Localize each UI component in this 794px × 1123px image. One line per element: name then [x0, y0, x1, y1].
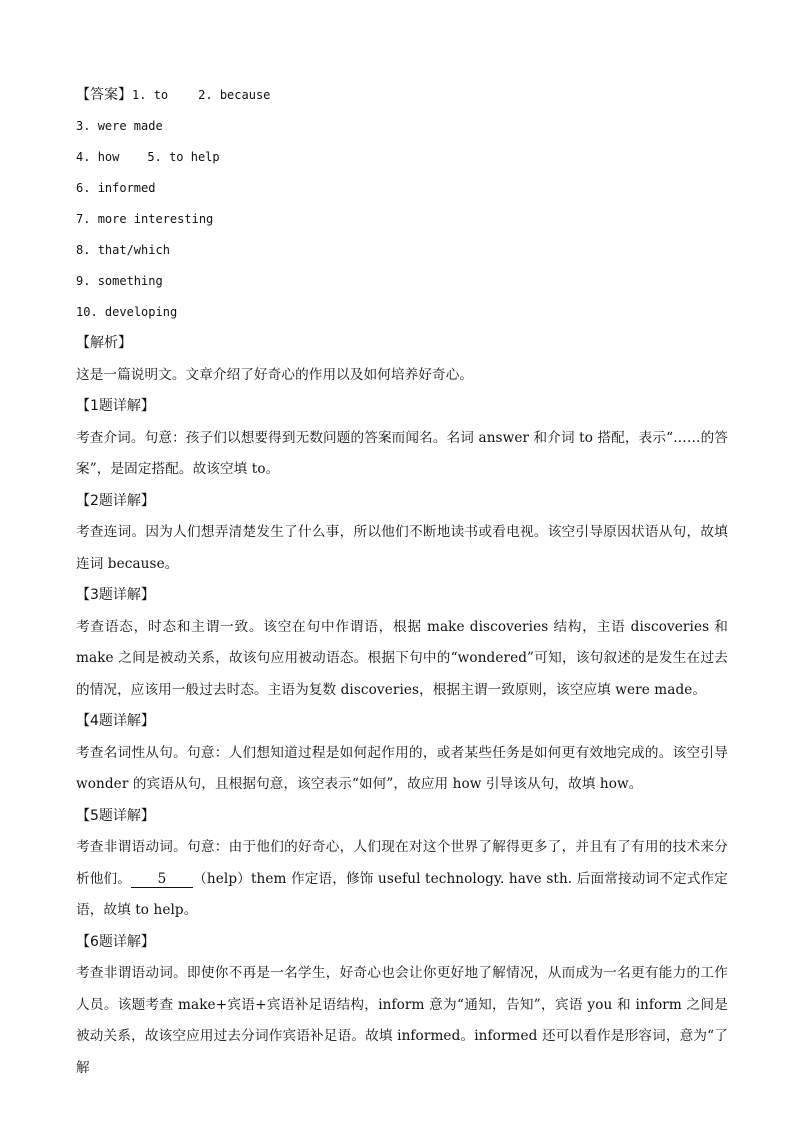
document-page [76, 80, 728, 1084]
answer-line-3 [76, 111, 728, 142]
answer-value: developing [104, 305, 178, 319]
answer-value: more interesting [97, 212, 214, 226]
analysis-heading: 【解析】 [76, 335, 132, 351]
detail-heading-4: 【4题详解】 [76, 713, 155, 729]
answer-num: 5. [147, 150, 162, 164]
detail-text-3: 考查语态，时态和主谓一致。该空在句中作谓语，根据 make discoveries 结构，主语 discoveries 和 make 之间是被动关系，故该句应用被动语态。根据下句中的“wondered”可知，该句叙述的是发生在过去的情况，应该用一般过去时态。主语为复数 discoveries，根据主谓一致原则，该空应填 were made。 [76, 618, 728, 698]
answer-line-6 [76, 173, 728, 204]
answer-value: that/which [97, 243, 170, 257]
detail-text-4: 考查名词性从句。句意：人们想知道过程是如何起作用的，或者某些任务是如何更有效地完成的。该空引导 wonder 的宾语从句，且根据句意，该空表示“如何”，故应用 how 引导该从句，故填 how。 [76, 744, 728, 792]
detail-text-6: 考查非谓语动词。即使你不再是一名学生，好奇心也会让你更好地了解情况，从而成为一名更有能力的工作人员。该题考查 make+宾语+宾语补足语结构，inform 意为“通知，告知”，宾语 you 和 inform 之间是被动关系，故该空应用过去分词作宾语补足语。故填 informed。informed 还可以看作是形容词，意为“了解 [76, 965, 728, 1076]
answer-num: 2. [198, 88, 213, 102]
answer-line-1-2 [76, 80, 728, 111]
answer-value: because [219, 88, 271, 102]
answer-num: 4. [76, 150, 91, 164]
answer-value: to help [169, 150, 220, 164]
detail-heading-1: 【1题详解】 [76, 398, 155, 414]
answer-value: informed [97, 181, 156, 195]
answer-num: 8. [76, 243, 91, 257]
answer-num: 10. [76, 305, 98, 319]
detail-heading-5: 【5题详解】 [76, 807, 155, 824]
answer-value: to [153, 88, 169, 102]
detail-text-5-before: 考查非谓语动词。句意：由于他们的好奇心，人们现在对这个世界了解得更多了，并且有了有用的技术来分析他们。 [76, 839, 728, 887]
answer-value: were made [97, 119, 163, 133]
detail-text-2: 考查连词。因为人们想弄清楚发生了什么事，所以他们不断地读书或看电视。该空引导原因状语从句，故填连词 because。 [76, 524, 728, 572]
answer-num: 1. [132, 88, 147, 102]
answer-value: how [97, 150, 120, 164]
answer-line-7 [76, 204, 728, 235]
detail-text-5-after: （help）them 作定语，修饰 useful technology. have sth. 后面常接动词不定式作定语，故填 to help。 [76, 870, 728, 918]
answer-line-10 [76, 297, 728, 328]
answer-label: 【答案】 [76, 87, 132, 103]
detail-text-5 [76, 832, 728, 927]
detail-heading-2: 【2题详解】 [76, 492, 155, 509]
answer-num: 6. [76, 181, 91, 195]
answer-num: 7. [76, 212, 91, 226]
answer-line-8 [76, 235, 728, 266]
detail-text-1: 考查介词。句意：孩子们以想要得到无数问题的答案而闻名。名词 answer 和介词 to 搭配，表示“……的答案”，是固定搭配。故该空填 to。 [76, 429, 728, 477]
answer-line-9 [76, 266, 728, 297]
answer-num: 9. [76, 274, 91, 288]
answer-blank: 5 [131, 871, 193, 888]
answer-value: something [97, 274, 163, 288]
analysis-summary: 这是一篇说明文。文章介绍了好奇心的作用以及如何培养好奇心。 [76, 366, 474, 383]
detail-heading-6: 【6题详解】 [76, 933, 155, 950]
answer-num: 3. [76, 119, 91, 133]
detail-heading-3: 【3题详解】 [76, 587, 155, 603]
answer-line-4-5 [76, 142, 728, 173]
